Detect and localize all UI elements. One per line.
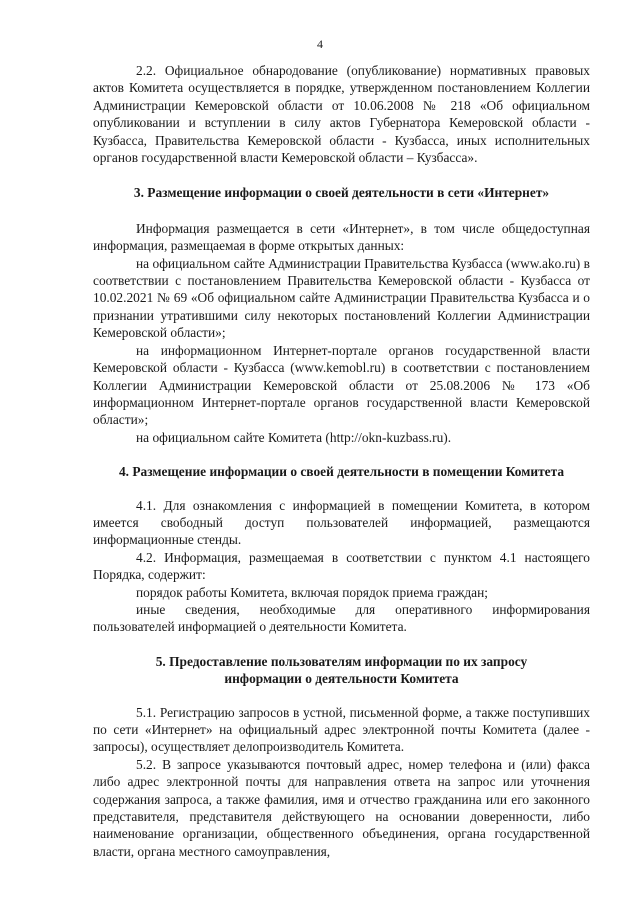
paragraph: на официальном сайте Администрации Правительства Кузбасса (www.ako.ru) в соответствии с постановлением Правительства Кемеровской области - Кузбасса от 10.02.2021 № 69 «Об официальном сайте Администрации Правительства Кузбасса и о признании утратившими силу некоторых постановлений Коллегии Администрации Кемеровской области»;	[93, 255, 590, 341]
paragraph-5-1: 5.1. Регистрацию запросов в устной, письменной форме, а также поступивших по сети «Интернет» на официальный адрес электронной почты Комитета (далее - запросы), осуществляет делопроизводитель Комитета.	[93, 704, 590, 755]
paragraph-2-2: 2.2. Официальное обнародование (опубликование) нормативных правовых актов Комитета осуществляется в порядке, утвержденном постановлением Коллегии Администрации Кемеровской области от 10.06.2008 № 218 «Об официальном опубликовании и вступлении в силу актов Губернатора Кемеровской области - Кузбасса, Правительства Кемеровской области - Кузбасса, иных исполнительных органов государственной власти Кемеровской области – Кузбасса».	[93, 63, 590, 166]
paragraph-4-2: 4.2. Информация, размещаемая в соответствии с пунктом 4.1 настоящего Порядка, содержит:	[93, 549, 590, 583]
paragraph: порядок работы Комитета, включая порядок приема граждан;	[136, 584, 488, 600]
page-number: 4	[317, 37, 323, 51]
section-5-heading-line2: информации о деятельности Комитета	[224, 671, 459, 687]
paragraph: Информация размещается в сети «Интернет», в том числе общедоступная информация, размещаемая в форме открытых данных:	[93, 220, 590, 254]
paragraph-4-1: 4.1. Для ознакомления с информацией в помещении Комитета, в котором имеется свободный доступ пользователей информацией, размещаются информационные стенды.	[93, 497, 590, 548]
section-5-heading-line1: 5. Предоставление пользователям информации по их запросу	[155, 653, 528, 669]
paragraph-5-2: 5.2. В запросе указываются почтовый адрес, номер телефона и (или) факса либо адрес электронной почты для направления ответа на запрос или уточнения содержания запроса, а также фамилия, имя и отчество гражданина или его законного представителя, представителя действующего на основании доверенности, либо наименование организации, общественного объединения, органа государственной власти, органа местного самоуправления,	[93, 756, 590, 859]
section-5-heading	[93, 653, 590, 688]
section-4-heading: 4. Размещение информации о своей деятельности в помещении Комитета	[118, 464, 565, 480]
document-body	[93, 62, 590, 860]
paragraph: иные сведения, необходимые для оперативного информирования пользователей информацией о деятельности Комитета.	[93, 601, 590, 635]
paragraph: на информационном Интернет-портале органов государственной власти Кемеровской области - Кузбасса (www.kemobl.ru) в соответствии с постановлением Коллегии Администрации Кемеровской области от 25.08.2006 № 173 «Об информационном Интернет-портале органов государственной власти Кемеровской области»;	[93, 342, 590, 428]
section-3-heading: 3. Размещение информации о своей деятельности в сети «Интернет»	[133, 185, 550, 201]
paragraph: на официальном сайте Комитета (http://okn-kuzbass.ru).	[136, 429, 452, 445]
